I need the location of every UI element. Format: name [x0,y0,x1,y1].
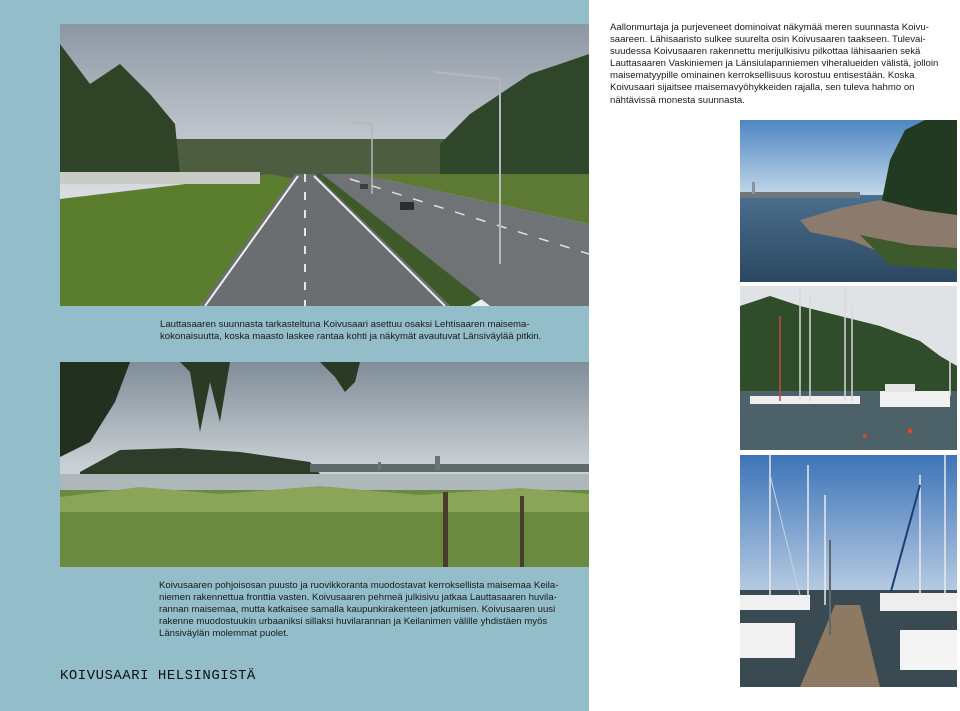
intro-text: Aallonmurtaja ja purjeveneet dominoivat näkymää meren suunnasta Koivu- saareen. Lähisaaristo sulkee suurelta osin Koivusaaren taakseen. Tulevai- suudessa Koivusaaren rakennettu merijulkisivu pilkottaa lähisaarien sekä Lauttasaaren Vaskiniemen ja Länsiulapanniemen viheralueiden välistä, jolloin maisematyypille ominainen kerroksellisuus korostuu entisestään. Koska Koivusaari sijaitsee maisemavyöhykkeiden rajalla, sen tuleva hahmo on nähtävissä monesta suunnasta. [610,22,939,106]
harbor-photo [740,286,957,450]
shoreline-photo [60,362,589,567]
rocky-shore-photo [740,120,957,282]
dock-photo [740,455,957,687]
highway-photo [60,24,589,306]
caption-road: Lauttasaaren suunnasta tarkasteltuna Koivusaari asettuu osaksi Lehtisaaren maisema- kokonaisuutta, koska maasto laskee rantaa kohti ja näkymät avautuvat Länsiväylää pitkin. [160,319,542,343]
caption-shore: Koivusaaren pohjoisosan puusto ja ruovikkoranta muodostavat kerroksellista maisemaa Keila- niemen rakennettua fronttia vasten. Koivusaaren pehmeä julkisivu jatkaa Lauttasaaren huvila- rannan maisemaa, mutta katkaisee samalla kaupunkirakenteen jatkumisen. Koivusaaren uusi rakenne muodostuukin urbaaniksi sillaksi huvilarannan ja Keilanimen välille yhdistäen myös Länsiväylän molemmat puolet. [159,580,559,640]
footer-title: KOIVUSAARI HELSINGISTÄ [60,668,256,684]
